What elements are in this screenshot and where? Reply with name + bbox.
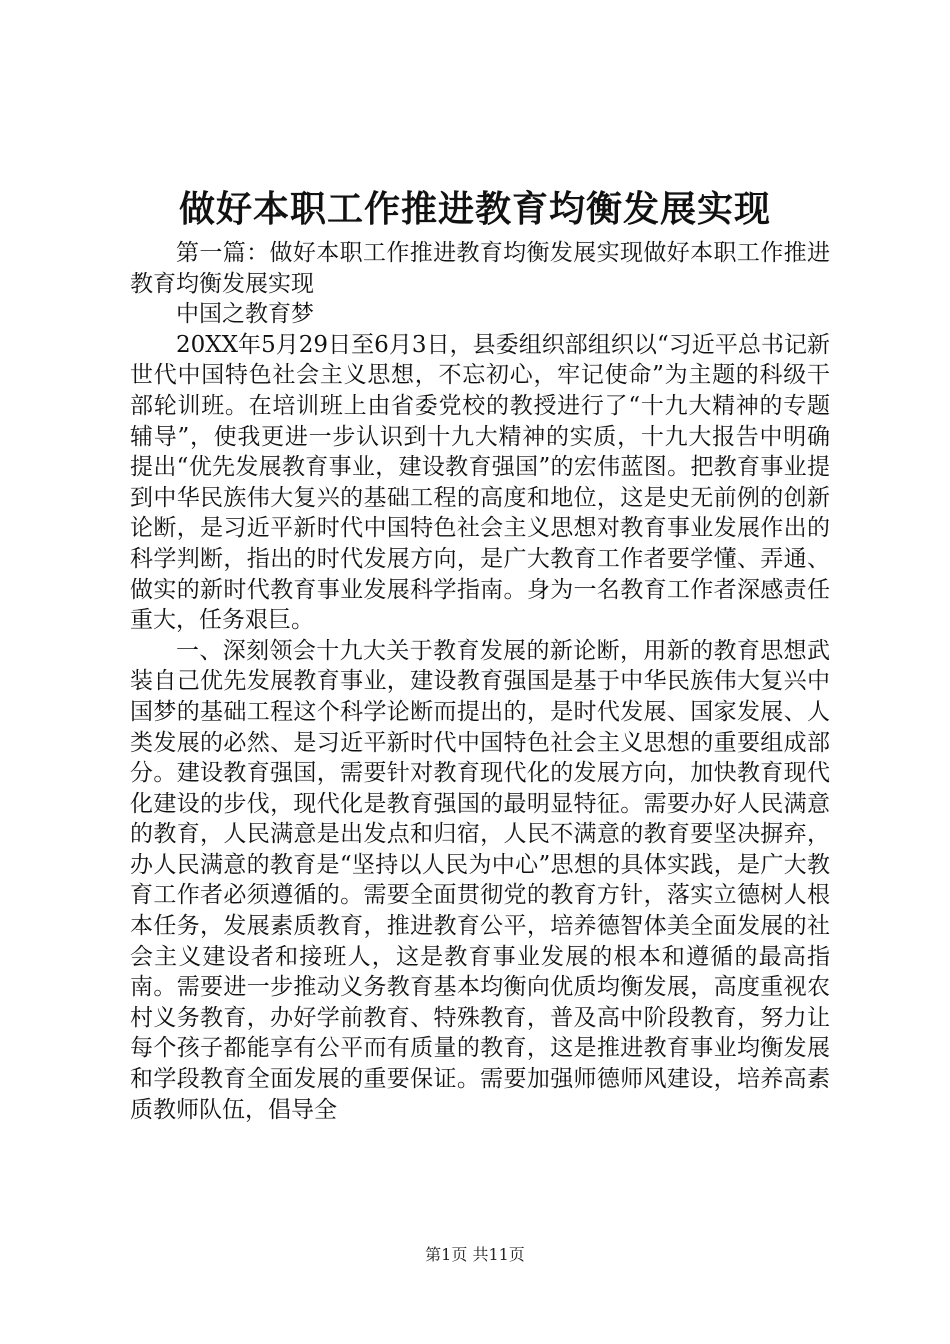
paragraph-heading-part-one: 第一篇：做好本职工作推进教育均衡发展实现做好本职工作推进教育均衡发展实现: [130, 240, 830, 297]
document-body: [130, 238, 830, 1125]
page-footer: 第1页 共11页: [425, 1245, 525, 1264]
document-title: 做好本职工作推进教育均衡发展实现: [178, 188, 771, 230]
paragraph-subtitle: 中国之教育梦: [176, 301, 314, 328]
paragraph-section-one: 一、深刻领会十九大关于教育发展的新论断，用新的教育思想武装自己优先发展教育事业，建设教育强国是基于中华民族伟大复兴中国梦的基础工程这个科学论断而提出的，是时代发展、国家发展、人类发展的必然、是习近平新时代中国特色社会主义思想的重要组成部分。建设教育强国，需要针对教育现代化的发展方向，加快教育现代化建设的步伐，现代化是教育强国的最明显特征。需要办好人民满意的教育，人民满意是出发点和归宿，人民不满意的教育要坚决摒弃，办人民满意的教育是“坚持以人民为中心”思想的具体实践，是广大教育工作者必须遵循的。需要全面贯彻党的教育方针，落实立德树人根本任务，发展素质教育，推进教育公平，培养德智体美全面发展的社会主义建设者和接班人，这是教育事业发展的根本和遵循的最高指南。需要进一步推动义务教育基本均衡向优质均衡发展，高度重视农村义务教育，办好学前教育、特殊教育，普及高中阶段教育，努力让每个孩子都能享有公平而有质量的教育，这是推进教育事业均衡发展和学段教育全面发展的重要保证。需要加强师德师风建设，培养高素质教师队伍，倡导全: [130, 637, 830, 1123]
paragraph-intro: 20XX年5月29日至6月3日，县委组织部组织以“习近平总书记新世代中国特色社会主义思想，不忘初心，牢记使命”为主题的科级干部轮训班。在培训班上由省委党校的教授进行了“十九大精神的专题辅导”，使我更进一步认识到十九大精神的实质，十九大报告中明确提出“优先发展教育事业，建设教育强国”的宏伟蓝图。把教育事业提到中华民族伟大复兴的基础工程的高度和地位，这是史无前例的创新论断，是习近平新时代中国特色社会主义思想对教育事业发展作出的科学判断，指出的时代发展方向，是广大教育工作者要学懂、弄通、做实的新时代教育事业发展科学指南。身为一名教育工作者深感责任重大，任务艰巨。: [130, 331, 830, 634]
